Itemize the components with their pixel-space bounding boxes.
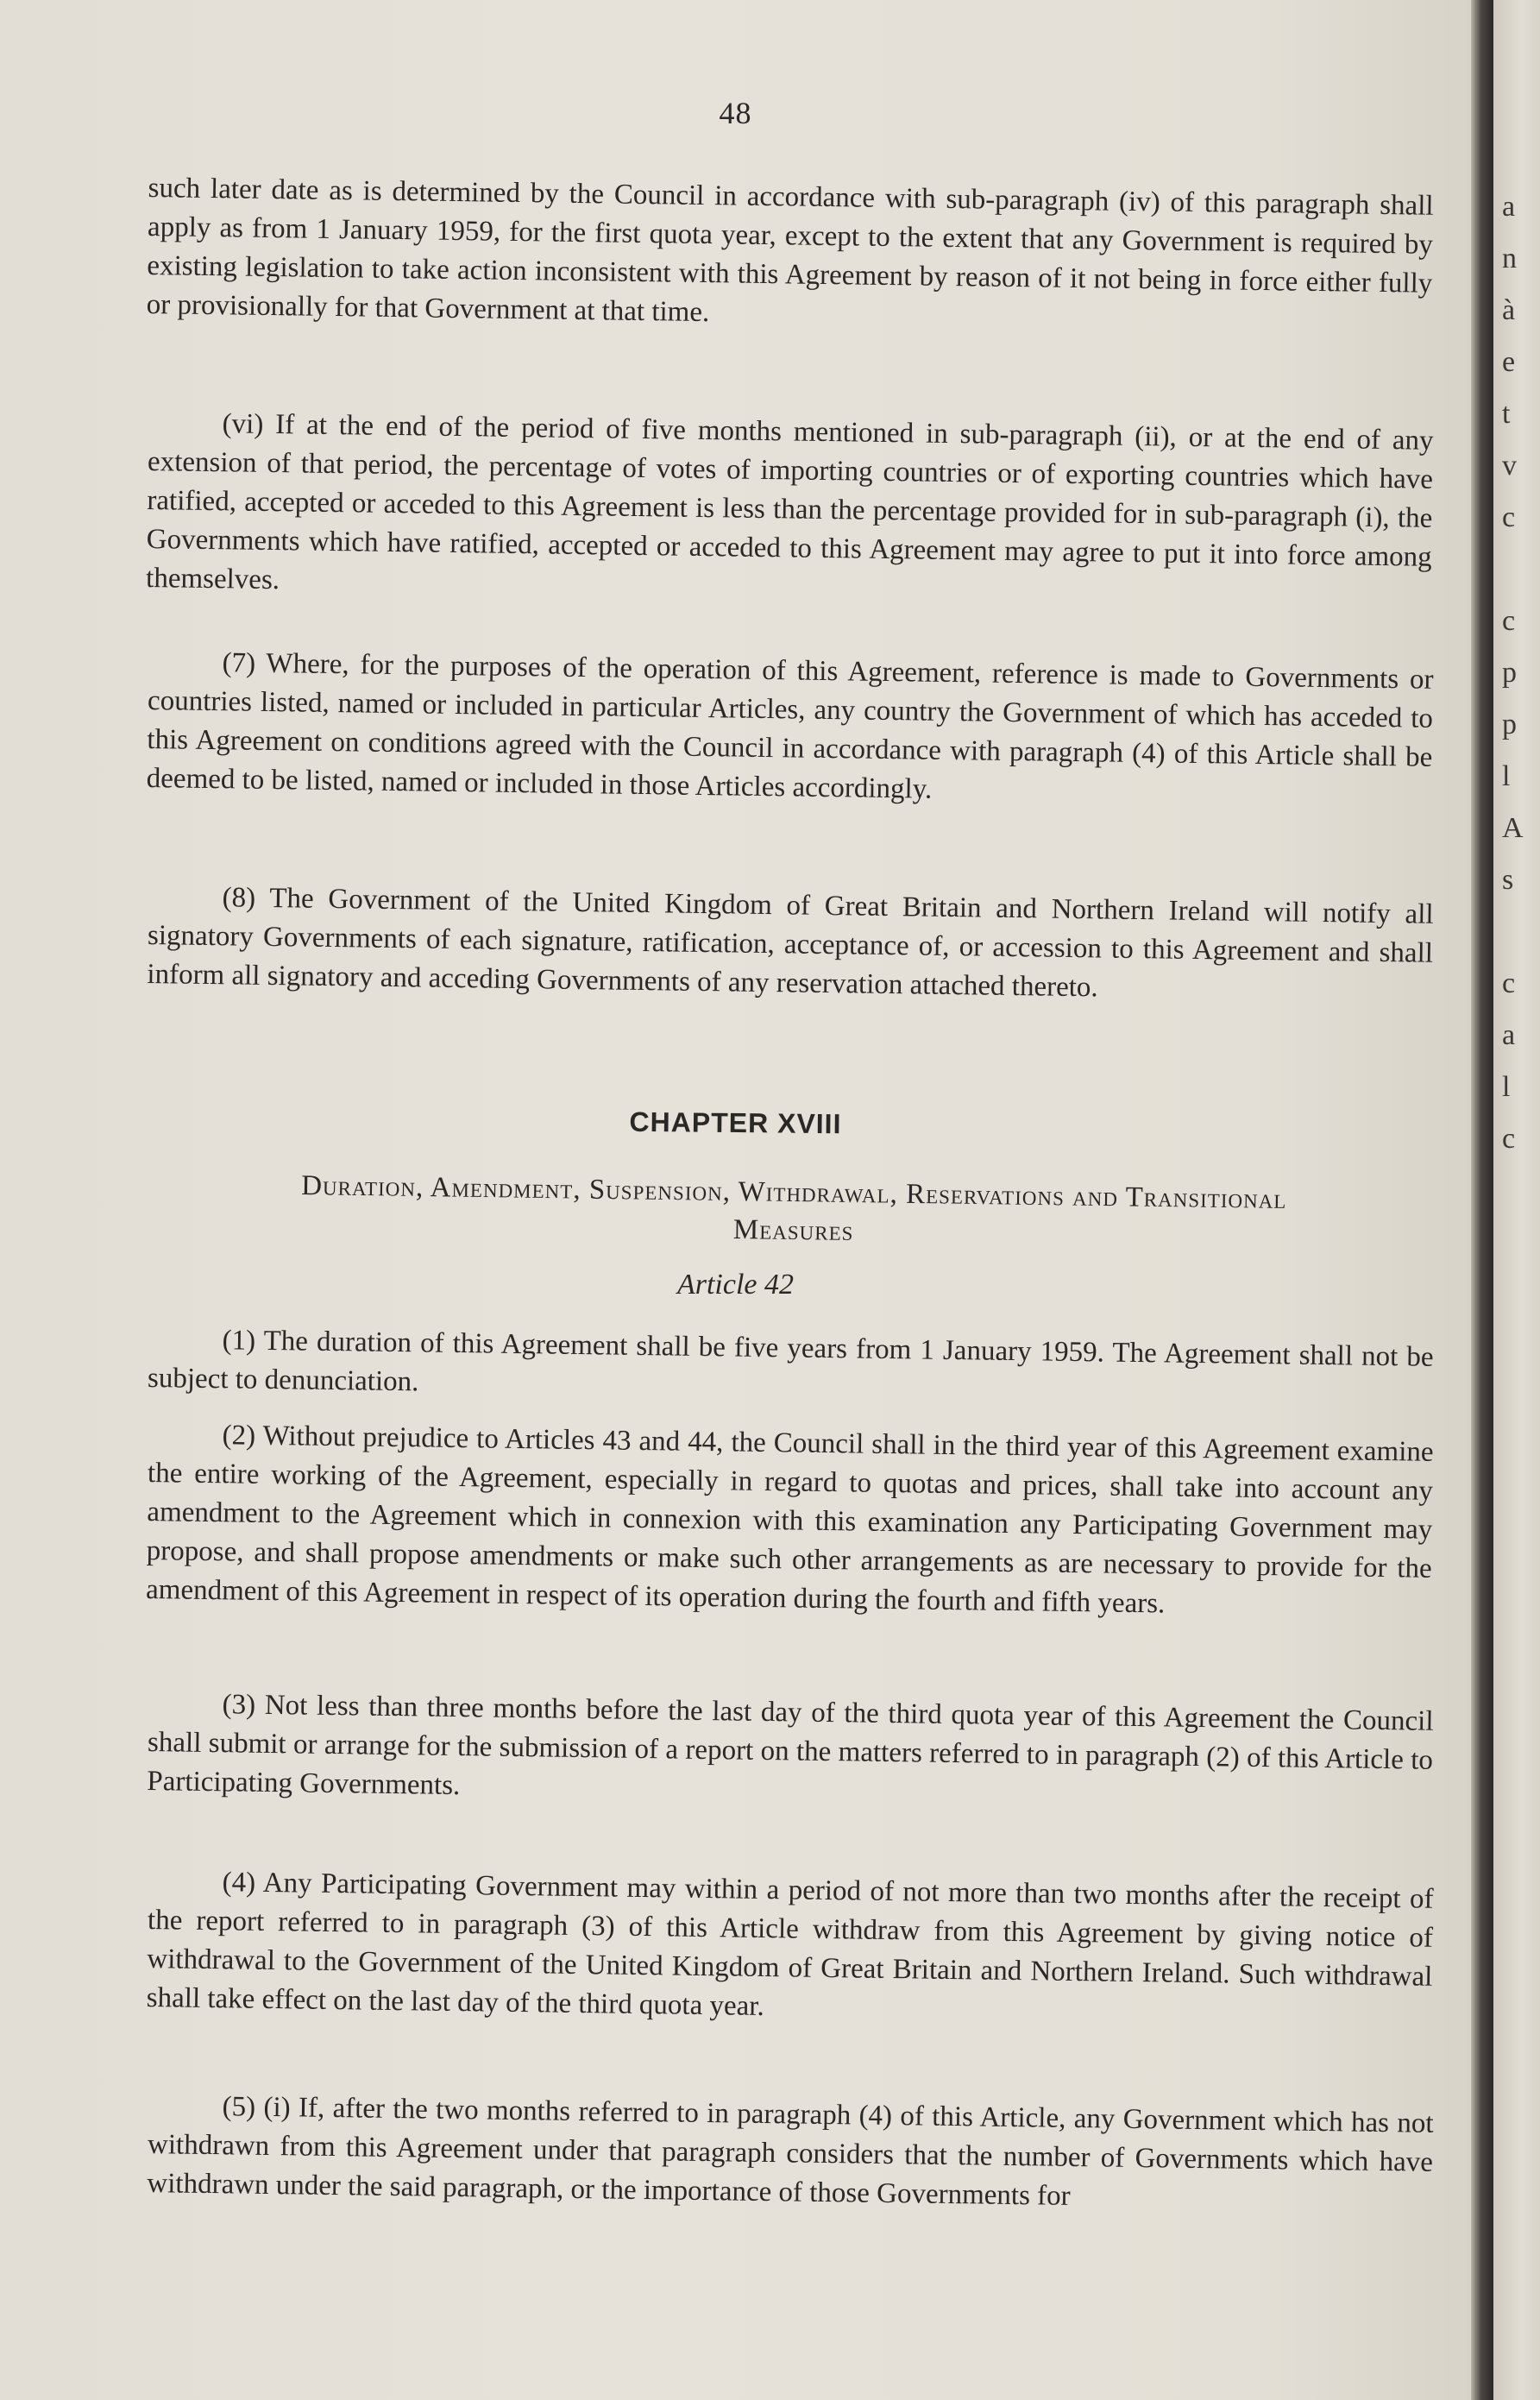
chapter-subtitle: Duration, Amendment, Suspension, Withdrawal, Reservations and Transitional Measures — [300, 1170, 1287, 1247]
paragraph-vi: (vi) If at the end of the period of five months mentioned in sub-paragraph (ii), or at the end of any extension of that period, the percentage of votes of importing countries or of exporting countries which have ratified, accepted or acceded to this Agreement is less than the percentage provided for in sub-paragraph (i), the Governments which have ratified, accepted or acceded to this Agreement may agree to put it into force among themselves. — [145, 408, 1434, 596]
paragraph-8: (8) The Government of the United Kingdom of Great Britain and Northern Ireland will notify all signatory Governments of each signature, ratification, acceptance of, or accession to this Agreement and shall inform all signatory and acceding Governments of any reservation attached thereto. — [147, 882, 1434, 1004]
article-paragraph-3: (3) Not less than three months before the last day of the third quota year of this Agreement the Council shall submit or arrange for the submission of a report on the matters referred to in paragraph (2) of this Article to Participating Governments. — [147, 1689, 1434, 1802]
adjacent-page-edge — [1493, 0, 1540, 2400]
article-heading: Article 42 — [676, 1269, 795, 1301]
article-paragraph-1: (1) The duration of this Agreement shall be five years from 1 January 1959. The Agreement shall not be subject to denunciation. — [147, 1325, 1434, 1398]
book-gutter — [1471, 0, 1493, 2400]
article-paragraph-4: (4) Any Participating Government may within a period of not more than two months after the receipt of the report referred to in paragraph (3) of this Article withdraw from this Agreement by giving notice of withdrawal to the Government of the United Kingdom of Great Britain and Northern Ireland. Such withdrawal shall take effect on the last day of the third quota year. — [146, 1867, 1434, 2022]
page-number: 48 — [719, 96, 752, 130]
paragraph-continuation: such later date as is determined by the Council in accordance with sub-paragraph (iv) of this paragraph shall apply as from 1 January 1959, for the first quota year, except to the extent that any Government is required by existing legislation to take action inconsistent with this Agreement by reason of it not being in force either fully or provisionally for that Government at that time. — [146, 172, 1434, 329]
adjacent-page-letters: a n à e t v c c p p l A s c a l c — [1502, 191, 1524, 1155]
paragraph-7: (7) Where, for the purposes of the operation of this Agreement, reference is made to Governments or countries listed, named or included in particular Articles, any country the Government of which has acceded to this Agreement on conditions agreed with the Council in accordance with paragraph (4) of this Article shall be deemed to be listed, named or included in those Articles accordingly. — [146, 647, 1434, 805]
article-paragraph-2: (2) Without prejudice to Articles 43 and 44, the Council shall in the third year of this Agreement examine the entire working of the Agreement, especially in regard to quotas and prices, shall take into account any amendment to the Agreement which in connexion with this examination any Participating Government may propose, and shall propose amendments or make such other arrangements as are necessary to provide for the amendment of this Agreement in respect of its operation during the fourth and fifth years. — [145, 1420, 1434, 1620]
chapter-title: CHAPTER XVIII — [629, 1106, 842, 1140]
article-paragraph-5: (5) (i) If, after the two months referred to in paragraph (4) of this Article, any Government which has not withdrawn from this Agreement under that paragraph considers that the number of Governments which have withdrawn under the said paragraph, or the importance of those Governments for — [147, 2091, 1434, 2212]
